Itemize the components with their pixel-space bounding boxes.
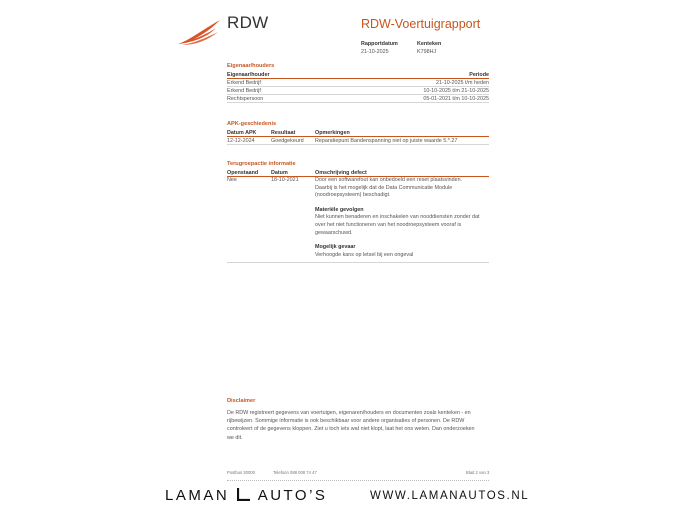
defect-line: Door een softwarefout kan onbedoeld een reset plaatsvinden.	[315, 177, 463, 183]
report-date	[361, 40, 398, 56]
recall-date: 18-10-2021	[271, 177, 299, 183]
dealer-name-part: AUTO’S	[257, 487, 328, 504]
column-header: Periode	[469, 72, 489, 78]
report-date-value: 21-10-2025	[361, 49, 389, 55]
rdw-logo	[176, 18, 222, 48]
license-plate-label: Kenteken	[417, 41, 442, 47]
column-header: Resultaat	[271, 130, 296, 136]
owners-section	[227, 63, 489, 103]
column-header: Datum	[271, 170, 288, 176]
column-header: Datum APK	[227, 130, 257, 136]
disclaimer-line: rijbewijzen. Sommige informatie is ook beschikbaar voor andere organisaties of personen. De RDW	[227, 418, 465, 425]
dealer-logo	[165, 487, 327, 504]
table-row	[227, 79, 489, 87]
column-header: Openstaand	[227, 170, 259, 176]
apk-remarks: Reparatiepunt Bandenspanning niet op juiste waarde 5.*.27	[315, 138, 458, 144]
apk-section	[227, 121, 489, 145]
owner-period: 21-10-2025 t/m heden	[435, 80, 489, 86]
disclaimer-line: we dit.	[227, 434, 243, 441]
apk-header-row	[227, 129, 489, 137]
owner-type: Erkend Bedrijf	[227, 88, 261, 94]
disclaimer-text	[227, 409, 489, 442]
table-row	[227, 137, 489, 145]
apk-date: 12-12-2024	[227, 138, 255, 144]
materials-line: over het niet functioneren van het noodroepsysteem vooraf is	[315, 221, 462, 228]
column-header: Opmerkingen	[315, 130, 350, 136]
dealer-mark-icon	[237, 488, 251, 501]
table-row	[227, 87, 489, 95]
recall-open: Nee	[227, 177, 237, 183]
owner-period: 05-01-2021 t/m 10-10-2025	[423, 96, 489, 102]
column-header: Eigenaar/houder	[227, 72, 270, 78]
recall-row	[227, 177, 489, 263]
danger-text: Verhoogde kans op letsel bij een ongeval	[315, 251, 414, 258]
column-header: Omschrijving defect	[315, 170, 367, 176]
disclaimer-section	[227, 398, 489, 442]
defect-description	[315, 177, 489, 200]
disclaimer-line: controleert of de gegevens kloppen. Ziet u toch iets wat niet klopt, laat het ons weten. Dan onderzoeken	[227, 426, 475, 433]
footer-postbus: Postbus 30000	[227, 470, 255, 475]
license-plate	[417, 40, 441, 56]
dealer-name-part: LAMAN	[165, 487, 230, 504]
defect-line: (noodroepsysteem) beschadigt.	[315, 192, 391, 199]
materials-title: Materiële gevolgen	[315, 206, 364, 213]
footer-page-number: Blad 2 van 3	[466, 470, 490, 475]
apk-title: APK-geschiedenis	[227, 121, 277, 127]
report-date-label: Rapportdatum	[361, 41, 398, 47]
materials-line: gewaarschuwd.	[315, 229, 353, 236]
recall-details	[315, 177, 489, 259]
defect-line: Daarbij is het mogelijk dat de Data Communicatie Module	[315, 184, 453, 191]
owners-title: Eigenaar/houders	[227, 63, 275, 69]
owners-header-row	[227, 71, 489, 79]
footer-divider	[227, 480, 489, 481]
recall-section	[227, 161, 489, 263]
footer-phone: Telefoon 088 008 74 47	[273, 470, 317, 475]
owner-type: Rechtspersoon	[227, 96, 264, 102]
materials-text	[315, 214, 489, 237]
danger-title: Mogelijk gevaar	[315, 244, 356, 251]
license-plate-value: K798HJ	[417, 49, 437, 55]
recall-header-row	[227, 169, 489, 177]
materials-line: Niet kunnen benaderen en inschakelen van nooddiensten zonder dat	[315, 214, 480, 221]
disclaimer-line: De RDW registreert gegevens van voertuigen, eigenaren/houders en documenten zoals kenteken - en	[227, 410, 471, 416]
owner-type: Erkend Bedrijf	[227, 80, 261, 86]
table-row	[227, 95, 489, 103]
apk-result: Goedgekeurd	[271, 138, 304, 144]
disclaimer-title: Disclaimer	[227, 398, 256, 404]
owner-period: 10-10-2025 t/m 21-10-2025	[423, 88, 489, 94]
recall-title: Terugroepactie informatie	[227, 161, 296, 167]
document-title: RDW-Voertuigrapport	[361, 17, 481, 31]
dealer-website[interactable]: WWW.LAMANAUTOS.NL	[370, 490, 530, 502]
brand-name: RDW	[227, 13, 269, 32]
